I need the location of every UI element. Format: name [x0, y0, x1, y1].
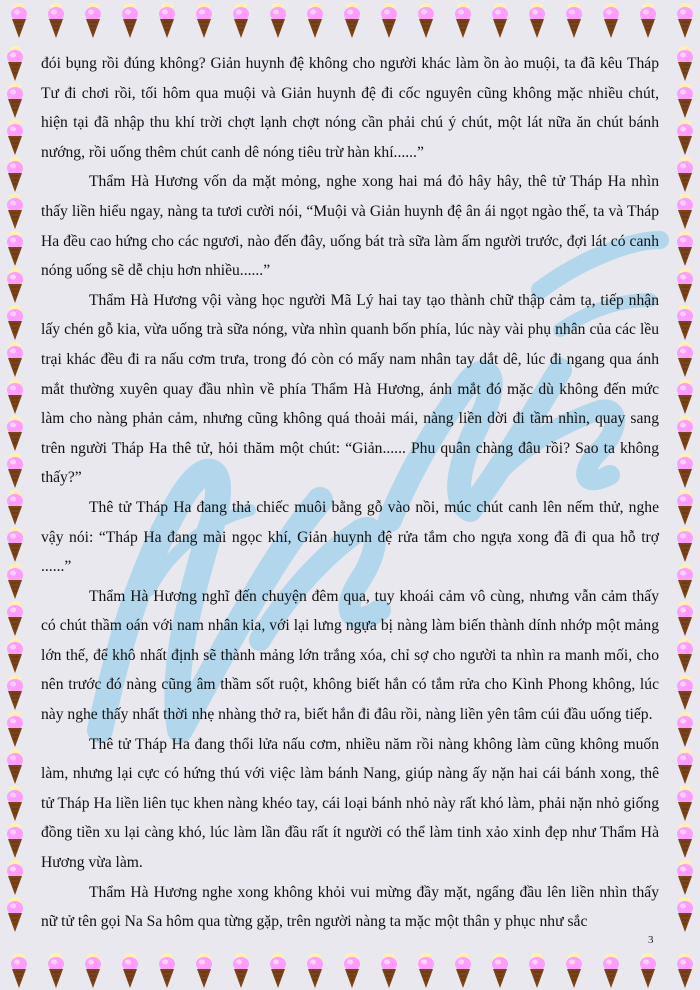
ice-cream-cone-icon [344, 952, 360, 988]
ice-cream-cone-icon [677, 193, 693, 229]
ice-cream-cone-icon [603, 2, 619, 38]
ice-cream-cone-icon [307, 2, 323, 38]
paragraph: đói bụng rồi đúng không? Giản huynh đệ không cho người khác làm ồn ào muội, ta đã kêu Tháp Tư đi chơi rồi, tối hôm qua muội và Giản huynh đệ đi cốc nguyên cũng không mặc nhiều chút, hiện tại đã nhập thu khí trời chợt lạnh chợt nóng cần phải chú ý chút, một lát nữa ăn chút bánh nướng, rồi uống thêm chút canh dê nóng tiêu trừ hàn khí......” [41, 55, 659, 161]
ice-cream-cone-icon [677, 82, 693, 118]
ice-cream-cone-icon [7, 896, 23, 932]
left-border [0, 40, 30, 950]
ice-cream-cone-icon [677, 304, 693, 340]
ice-cream-cone-icon [7, 378, 23, 414]
ice-cream-cone-icon [7, 452, 23, 488]
ice-cream-cone-icon [640, 2, 656, 38]
ice-cream-cone-icon [233, 2, 249, 38]
ice-cream-cone-icon [418, 2, 434, 38]
ice-cream-cone-icon [381, 952, 397, 988]
ice-cream-cone-icon [529, 952, 545, 988]
ice-cream-cone-icon [7, 267, 23, 303]
ice-cream-cone-icon [677, 45, 693, 81]
ice-cream-cone-icon [677, 748, 693, 784]
ice-cream-cone-icon [7, 489, 23, 525]
bottom-border [0, 950, 700, 990]
ice-cream-cone-icon [7, 674, 23, 710]
ice-cream-cone-icon [122, 2, 138, 38]
ice-cream-cone-icon [529, 2, 545, 38]
ice-cream-cone-icon [492, 2, 508, 38]
page-number: 3 [648, 934, 654, 946]
ice-cream-cone-icon [307, 952, 323, 988]
paragraph: Thẩm Hà Hương vội vàng học người Mã Lý hai tay tạo thành chữ thập cảm tạ, tiếp nhận lấy chén gỗ kia, vừa uống trà sữa nóng, vừa nhìn quanh bốn phía, lúc này vài phụ nhân của các lều trại khác đều đi ra nấu cơm trưa, trong đó còn có mấy nam nhân tay dắt dê, lúc đi ngang qua ánh mắt thường xuyên quay đầu nhìn về phía Thẩm Hà Hương, ánh mắt đó mặc dù không đến mức làm cho nàng phản cảm, nhưng cũng không quá thoải mái, nàng liền dời đi tầm nhìn, quay sang trên người Tháp Ha thê tử, hỏi thăm một chút: “Giản...... Phu quân chàng đâu rồi? Sao ta không thấy?” [41, 291, 659, 487]
ice-cream-cone-icon [7, 82, 23, 118]
ice-cream-cone-icon [7, 415, 23, 451]
ice-cream-cone-icon [7, 637, 23, 673]
ice-cream-cone-icon [7, 119, 23, 155]
paragraph: Thẩm Hà Hương vốn da mặt mỏng, nghe xong hai má đỏ hây hây, thê tử Tháp Ha nhìn thấy liền hiểu ngay, nàng ta tươi cười nói, “Muội và Giản huynh đệ ân ái ngọt ngào thế, ta và Tháp Ha đều cao hứng cho các ngươi, nào đến đây, uống bát trà sữa làm ấm người trước, đợi lát có canh nóng uống sẽ dễ chịu hơn nhiều......” [41, 173, 659, 280]
ice-cream-cone-icon [7, 785, 23, 821]
ice-cream-cone-icon [7, 859, 23, 895]
ice-cream-cone-icon [677, 341, 693, 377]
ice-cream-cone-icon [159, 952, 175, 988]
ice-cream-cone-icon [677, 230, 693, 266]
ice-cream-cone-icon [677, 822, 693, 858]
ice-cream-cone-icon [677, 785, 693, 821]
ice-cream-cone-icon [7, 156, 23, 192]
paragraph: Thẩm Hà Hương nghe xong không khỏi vui mừng đầy mặt, ngẩng đầu lên liền nhìn thấy nữ tử tên gọi Na Sa hôm qua từng gặp, trên người nàng ta mặc một thân y phục như sắc [41, 883, 659, 931]
ice-cream-cone-icon [677, 452, 693, 488]
ice-cream-cone-icon [7, 748, 23, 784]
ice-cream-cone-icon [603, 952, 619, 988]
ice-cream-cone-icon [48, 2, 64, 38]
ice-cream-cone-icon [122, 952, 138, 988]
ice-cream-cone-icon [196, 2, 212, 38]
ice-cream-cone-icon [7, 341, 23, 377]
ice-cream-cone-icon [677, 674, 693, 710]
ice-cream-cone-icon [455, 952, 471, 988]
ice-cream-cone-icon [677, 415, 693, 451]
ice-cream-cone-icon [11, 2, 27, 38]
ice-cream-cone-icon [492, 952, 508, 988]
ice-cream-cone-icon [85, 2, 101, 38]
ice-cream-cone-icon [7, 193, 23, 229]
ice-cream-cone-icon [418, 952, 434, 988]
ice-cream-cone-icon [677, 896, 693, 932]
ice-cream-cone-icon [381, 2, 397, 38]
ice-cream-cone-icon [677, 378, 693, 414]
ice-cream-cone-icon [7, 600, 23, 636]
ice-cream-cone-icon [677, 119, 693, 155]
ice-cream-cone-icon [233, 952, 249, 988]
paragraph: Thê tử Tháp Ha đang thả chiếc muôi bằng gỗ vào nồi, múc chút canh lên nếm thử, nghe vậy nói: “Tháp Ha đang mài ngọc khí, Giản huynh đệ rửa tắm cho ngựa xong đã đi qua hỗ trợ ......” [41, 498, 659, 576]
ice-cream-cone-icon [7, 563, 23, 599]
page-body [41, 49, 659, 937]
ice-cream-cone-icon [677, 859, 693, 895]
top-border [0, 0, 700, 40]
ice-cream-cone-icon [677, 600, 693, 636]
ice-cream-cone-icon [677, 952, 693, 988]
ice-cream-cone-icon [11, 952, 27, 988]
ice-cream-cone-icon [677, 711, 693, 747]
paragraph: Thê tử Tháp Ha đang thổi lửa nấu cơm, nhiều năm rồi nàng không làm cũng không muốn làm, nhưng lại cực có hứng thú với việc làm bánh Nang, giúp nàng ấy nặn hai cái bánh xong, thê tử Tháp Ha liền liên tục khen nàng khéo tay, cái loại bánh nhỏ này rất khó làm, phải nặn nhỏ giống đồng tiền xu lại càng khó, lúc làm lần đầu rất ít người có thể làm tinh xảo xinh đẹp như Thẩm Hà Hương vừa làm. [41, 735, 659, 872]
ice-cream-cone-icon [455, 2, 471, 38]
ice-cream-cone-icon [640, 952, 656, 988]
ice-cream-cone-icon [270, 2, 286, 38]
ice-cream-cone-icon [677, 637, 693, 673]
ice-cream-cone-icon [7, 711, 23, 747]
ice-cream-cone-icon [7, 304, 23, 340]
ice-cream-cone-icon [7, 45, 23, 81]
ice-cream-cone-icon [677, 526, 693, 562]
ice-cream-cone-icon [85, 952, 101, 988]
ice-cream-cone-icon [196, 952, 212, 988]
ice-cream-cone-icon [566, 2, 582, 38]
ice-cream-cone-icon [7, 230, 23, 266]
ice-cream-cone-icon [566, 952, 582, 988]
ice-cream-cone-icon [677, 156, 693, 192]
right-border [670, 40, 700, 950]
ice-cream-cone-icon [159, 2, 175, 38]
ice-cream-cone-icon [677, 489, 693, 525]
ice-cream-cone-icon [677, 563, 693, 599]
paragraph: Thẩm Hà Hương nghĩ đến chuyện đêm qua, tuy khoái cảm vô cùng, nhưng vẫn cảm thấy có chút thầm oán với nam nhân kia, với lại lưng ngựa bị nàng làm biến thành dính nhớp một mảng lớn thế, để khô nhất định sẽ thành mảng lớn trắng xóa, chỉ sợ cho người ta nhìn ra manh mối, cho nên trước đó nàng cũng âm thầm sốt ruột, không biết hắn có tắm rửa cho Kình Phong không, lúc này nghe thấy nhất thời nhẹ nhàng thở ra, biết hắn đi đâu rồi, nàng liền yên tâm cúi đầu uống tiếp. [41, 587, 659, 724]
ice-cream-cone-icon [48, 952, 64, 988]
ice-cream-cone-icon [344, 2, 360, 38]
ice-cream-cone-icon [270, 952, 286, 988]
ice-cream-cone-icon [7, 526, 23, 562]
ice-cream-cone-icon [7, 822, 23, 858]
ice-cream-cone-icon [677, 2, 693, 38]
ice-cream-cone-icon [677, 267, 693, 303]
